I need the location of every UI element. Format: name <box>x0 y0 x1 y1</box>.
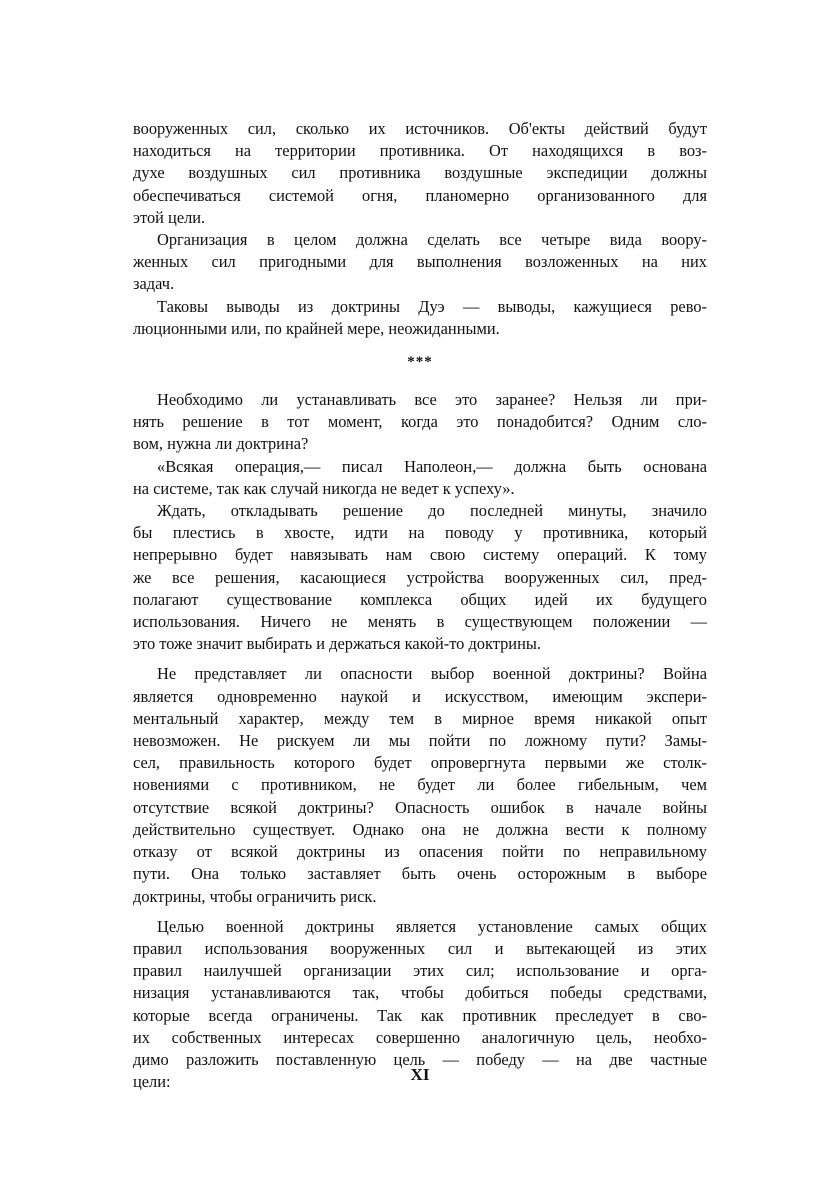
text-line: нять решение в тот момент, когда это понадобится? Одним сло- <box>133 412 707 432</box>
text-line: Не представляет ли опасности выбор военной доктрины? Война <box>157 664 707 684</box>
paragraph-5 <box>133 456 707 500</box>
text-line: женных сил пригодными для выполнения возложенных на них <box>133 252 707 272</box>
text-line: Таковы выводы из доктрины Дуэ — выводы, кажущиеся рево- <box>157 296 707 316</box>
text-line: цели: <box>133 1072 171 1092</box>
text-line: же все решения, касающиеся устройства вооруженных сил, пред- <box>133 567 707 587</box>
text-line: Необходимо ли устанавливать все это заранее? Нельзя ли при- <box>157 390 707 410</box>
text-line: которые всегда ограничены. Так как противник преследует в сво- <box>133 1005 707 1025</box>
paragraph-7 <box>133 663 707 907</box>
text-line: Целью военной доктрины является установление самых общих <box>157 916 707 936</box>
text-line: правил наилучшей организации этих сил; использование и орга- <box>133 961 707 981</box>
text-line: новениями с противником, не будет ли более гибельным, чем <box>133 775 707 795</box>
text-line: обеспечиваться системой огня, планомерно организованного для <box>133 185 707 205</box>
text-line: димо разложить поставленную цель — победу — на две частные <box>133 1049 707 1069</box>
text-line: отказу от всякой доктрины из опасения пойти по неправильному <box>133 842 707 862</box>
text-line: использования. Ничего не менять в существующем положении — <box>133 612 707 632</box>
text-line: этой цели. <box>133 207 206 227</box>
paragraph-4 <box>133 389 707 456</box>
text-line: полагают существование комплекса общих идей их будущего <box>133 589 707 609</box>
text-line: доктрины, чтобы ограничить риск. <box>133 886 377 906</box>
text-line: является одновременно наукой и искусством, имеющим экспери- <box>133 686 707 706</box>
text-line: их собственных интересах совершенно аналогичную цель, необхо- <box>133 1027 707 1047</box>
text-line: вом, нужна ли доктрина? <box>133 434 309 454</box>
text-line: это тоже значит выбирать и держаться какой-то доктрины. <box>133 634 541 654</box>
text-line: на системе, так как случай никогда не ведет к успеху». <box>133 478 515 498</box>
text-line: невозможен. Не рискуем ли мы пойти по ложному пути? Замы- <box>133 731 707 751</box>
paragraph-1 <box>133 118 707 229</box>
paragraph-6 <box>133 500 707 655</box>
text-line: Ждать, откладывать решение до последней минуты, значило <box>157 501 707 521</box>
text-line: Организация в целом должна сделать все четыре вида воору- <box>157 230 707 250</box>
text-line: действительно существует. Однако она не должна вести к полному <box>133 819 707 839</box>
text-line: правил использования вооруженных сил и вытекающей из этих <box>133 938 707 958</box>
text-line: сел, правильность которого будет опровергнута первыми же столк- <box>133 753 707 773</box>
text-line: отсутствие всякой доктрины? Опасность ошибок в начале войны <box>133 797 707 817</box>
text-line: пути. Она только заставляет быть очень осторожным в выборе <box>133 864 707 884</box>
text-line: низация устанавливаются так, чтобы добиться победы средствами, <box>133 983 707 1003</box>
text-line: духе воздушных сил противника воздушные экспедиции должны <box>133 163 707 183</box>
paragraph-3 <box>133 296 707 340</box>
section-separator: *** <box>407 354 433 371</box>
text-line: непрерывно будет навязывать нам свою систему операций. К тому <box>133 545 707 565</box>
text-line: находиться на территории противника. От находящихся в воз- <box>133 141 707 161</box>
text-line: ментальный характер, между тем в мирное время никакой опыт <box>133 708 707 728</box>
text-line: вооруженных сил, сколько их источников. Об'екты действий будут <box>133 119 707 138</box>
text-line: «Всякая операция,— писал Наполеон,— должна быть основана <box>157 456 707 476</box>
text-line: люционными или, по крайней мере, неожиданными. <box>133 318 500 338</box>
text-line: бы плестись в хвосте, идти на поводу у противника, который <box>133 523 707 543</box>
page-body <box>133 118 707 1093</box>
paragraph-2 <box>133 229 707 296</box>
text-line: задач. <box>133 274 175 294</box>
page-number: XI <box>410 1065 430 1084</box>
